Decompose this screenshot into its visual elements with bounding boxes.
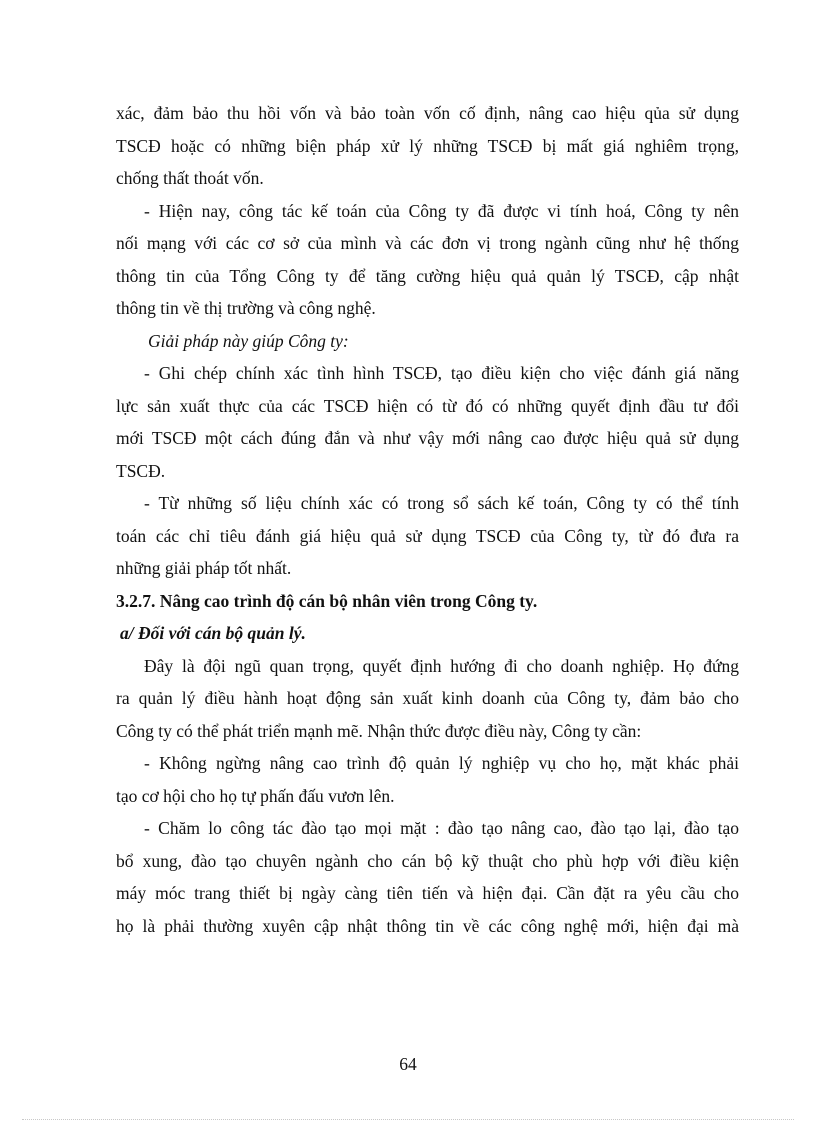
text-line: thông tin của Tổng Công ty để tăng cường hiệu quả quản lý TSCĐ, cập nhật	[116, 265, 739, 286]
text-line: nối mạng với các cơ sở của mình và các đơn vị trong ngành cũng như hệ thống	[116, 233, 739, 253]
page-bottom-edge	[22, 1119, 794, 1120]
text-line: Công ty có thể phát triển mạnh mẽ. Nhận thức được điều này, Công ty cần:	[116, 720, 642, 741]
subsection-heading	[116, 617, 739, 650]
paragraph-management-team	[116, 650, 739, 748]
document-body	[116, 97, 739, 942]
page-number: 64	[399, 1054, 417, 1074]
text-line: mới TSCĐ một cách đúng đắn và như vậy mới nâng cao được hiệu quả sử dụng	[116, 428, 739, 448]
text-line: - Ghi chép chính xác tình hình TSCĐ, tạo điều kiện cho việc đánh giá năng	[144, 363, 739, 383]
text-line: chống thất thoát vốn.	[116, 168, 264, 188]
text-line: những giải pháp tốt nhất.	[116, 558, 292, 578]
text-line: tạo cơ hội cho họ tự phấn đấu vươn lên.	[116, 785, 395, 806]
text-line: TSCĐ hoặc có những biện pháp xử lý những TSCĐ bị mất giá nghiêm trọng,	[116, 135, 739, 156]
text-line: máy móc trang thiết bị ngày càng tiên tiến và hiện đại. Cần đặt ra yêu cầu cho	[116, 883, 739, 903]
text-line: ra quản lý điều hành hoạt động sản xuất kinh doanh của Công ty, đảm bảo cho	[116, 688, 739, 708]
text-line: TSCĐ.	[116, 460, 166, 481]
paragraph-record-keeping	[116, 357, 739, 487]
text-line: - Từ những số liệu chính xác có trong sổ sách kế toán, Công ty có thể tính	[144, 493, 739, 513]
text-line: Đây là đội ngũ quan trọng, quyết định hướng đi cho doanh nghiệp. Họ đứng	[144, 655, 739, 676]
text-line: xác, đảm bảo thu hồi vốn và bảo toàn vốn cố định, nâng cao hiệu qủa sử dụng	[116, 103, 739, 123]
paragraph-computerization	[116, 195, 739, 325]
text-line: họ là phải thường xuyên cập nhật thông tin về các công nghệ mới, hiện đại mà	[116, 915, 739, 936]
subsection-title: a/ Đối với cán bộ quản lý.	[120, 623, 306, 643]
section-title: 3.2.7. Nâng cao trình độ cán bộ nhân viên trong Công ty.	[116, 590, 538, 611]
paragraph-asset-recovery	[116, 97, 739, 195]
text-line: - Hiện nay, công tác kế toán của Công ty đã được vi tính hoá, Công ty nên	[144, 200, 739, 221]
text-line: bổ xung, đào tạo chuyên ngành cho cán bộ kỹ thuật cho phù hợp với điều kiện	[116, 850, 739, 871]
text-line: - Chăm lo công tác đào tạo mọi mặt : đào tạo nâng cao, đào tạo lại, đào tạo	[144, 818, 739, 838]
text-line: Giải pháp này giúp Công ty:	[148, 330, 349, 351]
paragraph-accounting-data	[116, 487, 739, 585]
paragraph-training	[116, 812, 739, 942]
section-heading	[116, 585, 739, 618]
text-line: toán các chỉ tiêu đánh giá hiệu quả sử dụng TSCĐ của Công ty, từ đó đưa ra	[116, 525, 739, 546]
text-line: lực sản xuất thực của các TSCĐ hiện có từ đó có những quyết định đầu tư đổi	[116, 395, 739, 416]
paragraph-improve-skills	[116, 747, 739, 812]
text-line: thông tin về thị trường và công nghệ.	[116, 298, 376, 318]
text-line: - Không ngừng nâng cao trình độ quản lý nghiệp vụ cho họ, mặt khác phải	[144, 753, 739, 773]
paragraph-solution-intro	[116, 325, 739, 358]
